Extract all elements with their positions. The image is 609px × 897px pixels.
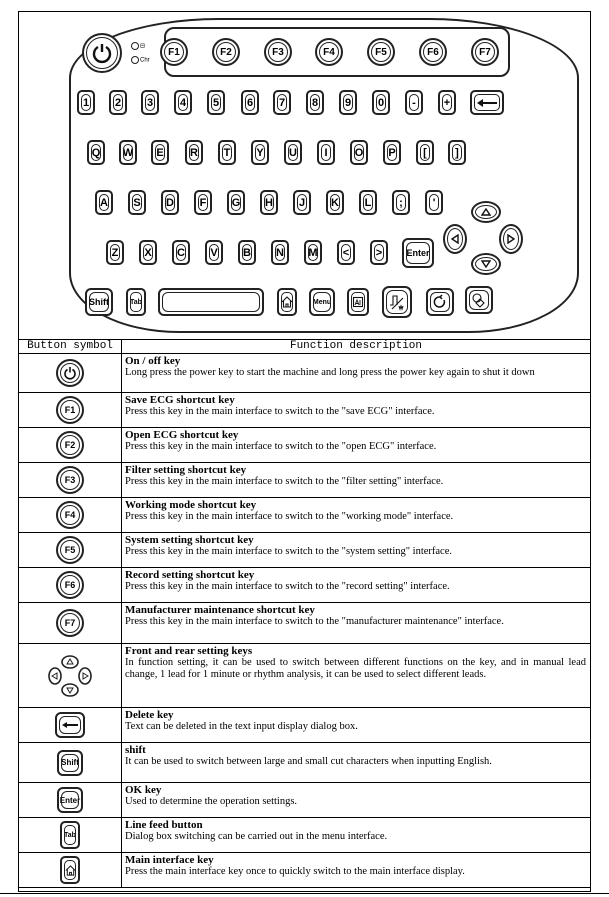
delete-key (470, 90, 504, 115)
shift-key: Shift (85, 288, 113, 316)
led-indicator-lower: Chr (131, 56, 150, 64)
row-title: Line feed button (125, 819, 203, 831)
rotate-icon (433, 294, 447, 310)
arrow-left-key (443, 224, 467, 254)
print-key (347, 288, 369, 316)
f7-key-icon: F7 (56, 609, 84, 637)
shift-key-icon: Shift (57, 750, 83, 776)
row-title: Save ECG shortcut key (125, 394, 235, 406)
power-key (82, 33, 122, 73)
power-icon (91, 42, 113, 64)
table-row (19, 393, 590, 428)
row-title: Delete key (125, 709, 174, 721)
copy-diamond-icon (471, 292, 487, 308)
row-title: On / off key (125, 355, 181, 367)
f2-key: F2 (212, 38, 240, 66)
table-row (19, 708, 590, 743)
row-text: Used to determine the operation settings. (125, 796, 298, 807)
row-text: Press this key in the main interface to switch to the "save ECG" interface. (125, 406, 435, 417)
space-key (158, 288, 264, 316)
key-5: 5 (207, 90, 225, 115)
row-text: Press the main interface key once to quickly switch to the main interface display. (125, 866, 465, 877)
arrow-up-key (471, 201, 501, 223)
row-text: Press this key in the main interface to switch to the "filter setting" interface. (125, 476, 444, 487)
backspace-icon (55, 712, 85, 738)
key-c: C (172, 240, 190, 265)
led-indicator-upper: ⊟ (131, 42, 145, 50)
row-title: shift (125, 744, 146, 756)
key-s: S (128, 190, 146, 215)
f4-key-icon: F4 (56, 501, 84, 529)
key-p: P (383, 140, 401, 165)
row-title: Working mode shortcut key (125, 499, 257, 511)
key-n: N (271, 240, 289, 265)
row-text: Press this key in the main interface to switch to the "open ECG" interface. (125, 441, 437, 452)
home-key (277, 288, 297, 316)
enter-key: Enter (402, 238, 434, 268)
power-icon (56, 359, 84, 387)
row-title: OK key (125, 784, 162, 796)
key-g: G (227, 190, 245, 215)
table-row (19, 818, 590, 853)
f5-key-icon: F5 (56, 536, 84, 564)
home-icon (281, 296, 293, 308)
backspace-arrow-icon (476, 98, 498, 108)
arrow-up-icon (481, 208, 491, 216)
key-k: K (326, 190, 344, 215)
key-left-bracket: [ (416, 140, 434, 165)
arrow-right-key (499, 224, 523, 254)
key-z: Z (106, 240, 124, 265)
key-less-than: < (337, 240, 355, 265)
key-m: M (304, 240, 322, 265)
key-r: R (185, 140, 203, 165)
tab-key-icon: Tab (60, 821, 80, 849)
key-f: F (194, 190, 212, 215)
table-row (19, 533, 590, 568)
key-7: 7 (273, 90, 291, 115)
row-title: System setting shortcut key (125, 534, 254, 546)
f5-key: F5 (367, 38, 395, 66)
f3-key: F3 (264, 38, 292, 66)
table-row (19, 428, 590, 463)
row-text: Press this key in the main interface to switch to the "working mode" interface. (125, 511, 454, 522)
key-y: Y (251, 140, 269, 165)
f6-key-icon: F6 (56, 571, 84, 599)
key-plus: + (438, 90, 456, 115)
tab-key: Tab (126, 288, 146, 316)
key-d: D (161, 190, 179, 215)
row-title: Main interface key (125, 854, 214, 866)
table-row (19, 603, 590, 644)
table-row (19, 783, 590, 818)
arrow-down-key (471, 253, 501, 275)
key-6: 6 (241, 90, 259, 115)
f2-key-icon: F2 (56, 431, 84, 459)
table-row (19, 644, 590, 708)
table-row (19, 853, 590, 888)
key-x: X (139, 240, 157, 265)
row-title: Open ECG shortcut key (125, 429, 239, 441)
key-h: H (260, 190, 278, 215)
key-o: O (350, 140, 368, 165)
row-text: Long press the power key to start the machine and long press the power key again to shut it down (125, 367, 535, 378)
row-text: Text can be deleted in the text input display dialog box. (125, 721, 358, 732)
function-table (19, 339, 590, 888)
row-text: It can be used to switch between large and small cut characters when inputting English. (125, 756, 492, 767)
row-title: Front and rear setting keys (125, 645, 253, 657)
row-text: Press this key in the main interface to switch to the "manufacturer maintenance" interface. (125, 616, 504, 627)
start-stop-key (426, 288, 454, 316)
sensitivity-key (382, 286, 412, 318)
direction-keys-icon (48, 654, 92, 698)
key-a: A (95, 190, 113, 215)
key-e: E (151, 140, 169, 165)
key-q: Q (87, 140, 105, 165)
keyboard-illustration (19, 12, 590, 340)
ecg-wave-icon (388, 293, 406, 311)
document-print-icon (352, 296, 364, 308)
key-quote: ' (425, 190, 443, 215)
menu-key: Menu (309, 288, 335, 316)
row-title: Manufacturer maintenance shortcut key (125, 604, 315, 616)
f1-key: F1 (160, 38, 188, 66)
key-minus: - (405, 90, 423, 115)
key-j: J (293, 190, 311, 215)
key-l: L (359, 190, 377, 215)
document-frame (18, 11, 591, 892)
table-header-row (19, 339, 590, 354)
row-title: Filter setting shortcut key (125, 464, 247, 476)
table-row (19, 463, 590, 498)
arrow-left-icon (451, 234, 459, 244)
page-bottom-rule (0, 893, 609, 894)
row-title: Record setting shortcut key (125, 569, 255, 581)
key-b: B (238, 240, 256, 265)
f4-key: F4 (315, 38, 343, 66)
key-i: I (317, 140, 335, 165)
f7-key: F7 (471, 38, 499, 66)
key-8: 8 (306, 90, 324, 115)
arrow-down-icon (481, 260, 491, 268)
arrow-right-icon (507, 234, 515, 244)
enter-key-icon: Enter (57, 787, 83, 813)
f6-key: F6 (419, 38, 447, 66)
f1-key-icon: F1 (56, 396, 84, 424)
row-text: In function setting, it can be used to switch between different functions on the key, and in manual lead change, 1 lead for 1 minute or rhythm analysis, it can be used to select different leads. (125, 657, 586, 680)
header-function-description: Function description (122, 339, 591, 354)
key-w: W (119, 140, 137, 165)
key-2: 2 (109, 90, 127, 115)
table-row (19, 498, 590, 533)
table-row (19, 354, 590, 393)
home-icon (60, 856, 80, 884)
key-4: 4 (174, 90, 192, 115)
row-text: Press this key in the main interface to switch to the "record setting" interface. (125, 581, 450, 592)
key-3: 3 (141, 90, 159, 115)
row-text: Press this key in the main interface to switch to the "system setting" interface. (125, 546, 452, 557)
key-v: V (205, 240, 223, 265)
key-9: 9 (339, 90, 357, 115)
key-t: T (218, 140, 236, 165)
row-text: Dialog box switching can be carried out in the menu interface. (125, 831, 388, 842)
f3-key-icon: F3 (56, 466, 84, 494)
key-semicolon: ; (392, 190, 410, 215)
key-u: U (284, 140, 302, 165)
key-1: 1 (77, 90, 95, 115)
key-right-bracket: ] (448, 140, 466, 165)
header-button-symbol: Button symbol (19, 339, 122, 354)
copy-key (465, 286, 493, 314)
key-0: 0 (372, 90, 390, 115)
table-row (19, 743, 590, 783)
key-greater-than: > (370, 240, 388, 265)
table-row (19, 568, 590, 603)
